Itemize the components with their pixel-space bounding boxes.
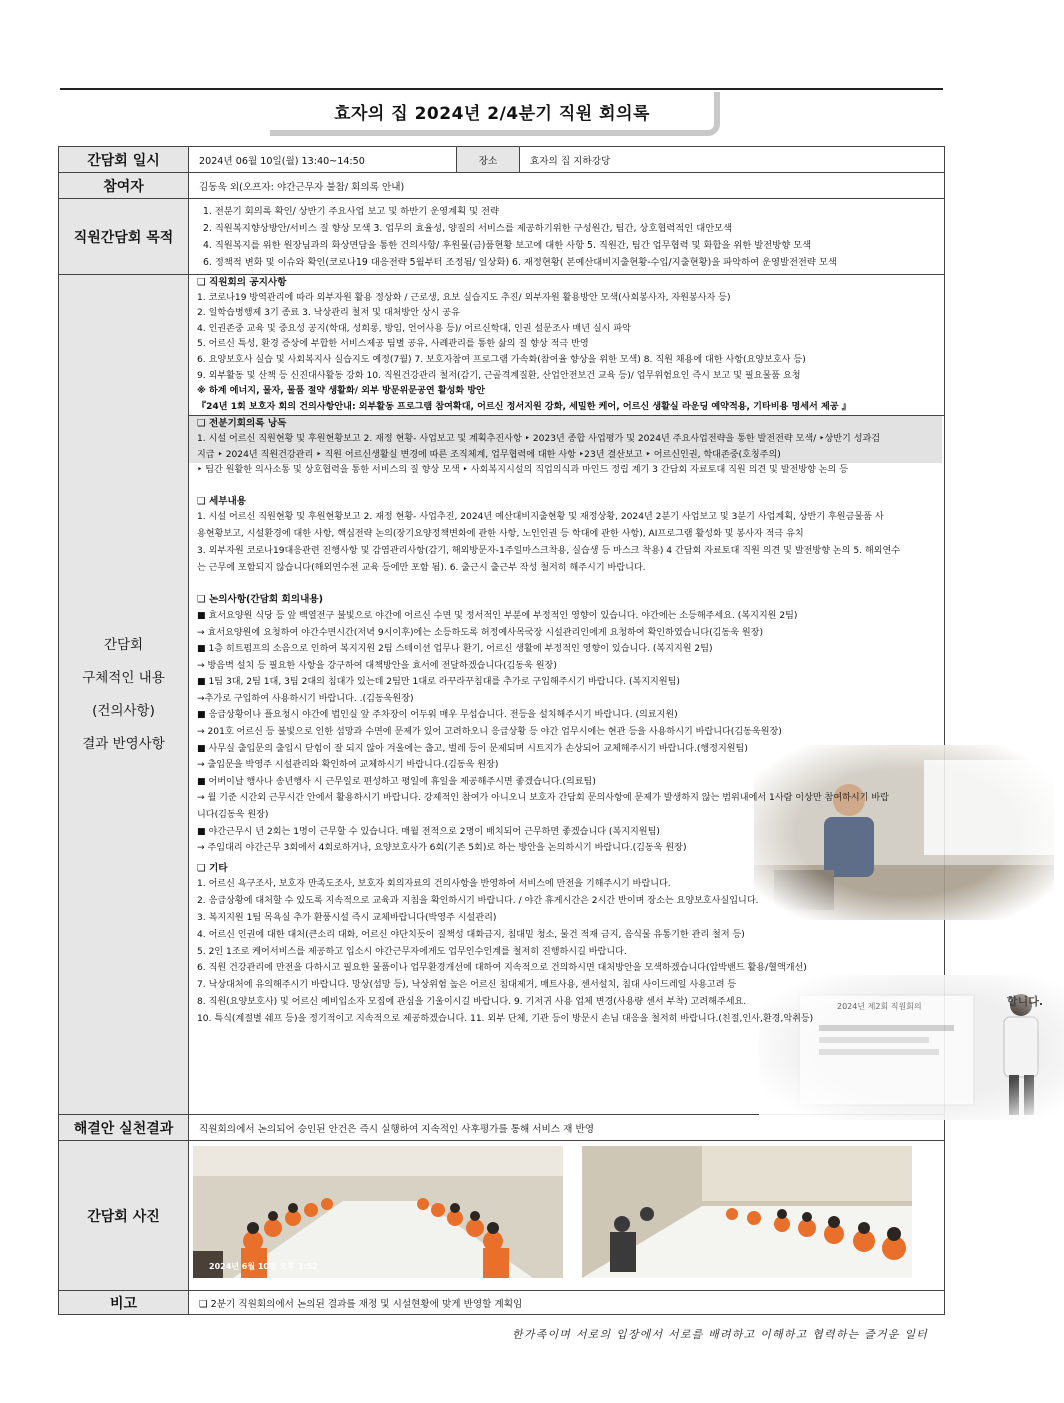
purpose-line: 2. 직원복지향상방안/서비스 질 향상 모색 3. 업무의 효율성, 양질의 서비스를 제공하기위한 구성원간, 팀간, 상호협력적인 대안모색 — [203, 222, 733, 234]
previous-line: 지급 ‣ 2024년 직원건강관리 ‣ 직원 어르신생활실 변경에 따른 조직체계, 업무협력에 대한 사항 ‣23년 결산보고 ‣ 어르신인권, 학대존중(호칭주의) — [197, 449, 781, 460]
contents-wrap — [189, 275, 1044, 1113]
purpose-label: 직원간담회 목적 — [59, 199, 189, 275]
previous-minutes-block — [189, 416, 942, 463]
place-label: 장소 — [457, 147, 520, 173]
photos-label: 간담회 사진 — [59, 1141, 189, 1291]
previous-heading: ❑ 전분기회의록 낭독 — [197, 418, 287, 430]
discussion-line: ■ 1층 히트펌프의 소음으로 인하여 복지지원 2팀 스테이션 업무나 환기, 어르신 생활에 부정적인 영향이 있습니다. (복지지원 2팀) — [197, 644, 713, 655]
details-line: 용현황보고, 시설환경에 대한 사항, 핵심전략 논의(장기요양정책변화에 관한 사항, 노인인권 등 학대에 관한 사항), AI프로그램 활성화 및 봉사자 적극 유치 — [197, 529, 804, 540]
etc-line: 2. 응급상황에 대처할 수 있도록 지속적으로 교육과 지침을 확인하시기 바랍니다. / 야간 휴게시간은 2시간 반이며 장소는 요양보호사실입니다. — [197, 896, 759, 907]
etc-line: 1. 어르신 욕구조사, 보호자 만족도조사, 보호자 회의자료의 건의사항을 반영하여 서비스에 만전을 기해주시기 바랍니다. — [197, 879, 671, 890]
notice-line: 9. 외부활동 및 산책 등 신진대사활동 강화 10. 직원건강관리 철저(감기, 근골격계질환, 산업안전보건 교육 등)/ 업무위험요인 즉시 보고 및 필요물품 요청 — [197, 370, 801, 381]
note-value: ❑ 2분기 직원회의에서 논의된 결과를 재정 및 시설현황에 맞게 반영할 계획임 — [189, 1291, 945, 1315]
purpose-line: 1. 전분기 회의록 확인/ 상반기 주요사업 보고 및 하반기 운영계획 및 전략 — [203, 205, 499, 217]
previous-line: ‣ 팀간 원활한 의사소통 및 상호협력을 통한 서비스의 질 향상 모색 ‣ 사회복지시설의 직업의식과 마인드 정립 계기 3 간담회 자료토대 직원 의견 및 발전방향 논의 등 — [197, 465, 848, 476]
etc-heading: ❑ 기타 — [197, 862, 228, 874]
notice-bold-line: 『24년 1회 보호자 회의 건의사항안내: 외부활동 프로그램 참여확대, 어르신 정서지원 강화, 세밀한 케어, 어르신 생활실 라운딩 예약적용, 기타비용 명세서 제공 』 — [189, 400, 944, 417]
row-contents — [59, 275, 945, 1115]
attendees-label: 참여자 — [59, 173, 189, 199]
discussion-line: → 효서요양원에 요청하여 야간수면시간(저녁 9시이후)에는 소등하도록 허정예사목국장 시설관리인에게 요청하여 확인하였습니다(김동욱 원장) — [197, 627, 764, 638]
contents-label-line: 결과 반영사항 — [82, 735, 165, 752]
discussion-line: 니다(김동욱 원장) — [197, 810, 269, 821]
title-box — [270, 92, 720, 136]
footer-motto: 한가족이며 서로의 입장에서 서로를 배려하고 이해하고 협력하는 즐거운 일터 — [512, 1328, 929, 1341]
slide-side-text: 합니다. — [1007, 995, 1044, 1008]
notice-bold-line: ※ 하계 에너지, 물자, 물품 절약 생활화/ 외부 방문위문공연 활성화 방안 — [197, 386, 485, 397]
discussion-line: ■ 효서요양원 식당 등 앞 백열전구 불빛으로 야간에 어르신 수면 및 정서적인 부분에 부정적인 영향이 있습니다. 야간에는 소등해주세요. (복지지원 2팀) — [197, 610, 798, 621]
notice-line: 2. 일학습병행제 3기 종료 3. 낙상관리 철저 및 대처방안 상시 공유 — [197, 308, 460, 319]
discussion-heading: ❑ 논의사항(간담회 회의내용) — [197, 594, 323, 606]
date-value: 2024년 06월 10일(월) 13:40~14:50 — [189, 147, 457, 173]
discussion-line: → 방음벽 설치 등 필요한 사항을 강구하여 대책방안을 효서에 전달하겠습니다(김동욱 원장) — [197, 660, 557, 671]
details-line: 는 근무에 포함되지 않습니다(해외연수전 교육 등에만 포함 됨). 6. 출근시 출근부 작성 철저히 해주시기 바랍니다. — [197, 563, 646, 574]
details-line: 1. 시설 어르신 직원현황 및 후원현황보고 2. 재정 현황- 사업추진, 2024년 예산대비지출현황 및 재정상황, 2024년 2분기 사업보고 및 3분기 사업계획, 상반기 후원금물품 사 — [197, 512, 884, 523]
etc-line: 10. 특식(계절별 쉐프 등)을 정기적이고 지속적으로 제공하겠습니다. 11. 외부 단체, 기관 등이 방문시 손님 대응을 철저히 바랍니다.(친절,인사,환경,악취등) — [197, 1013, 814, 1024]
notice-line: 5. 어르신 특성, 환경 증상에 부합한 서비스제공 팀별 공유, 사례관리를 통한 삶의 질 향상 적극 반영 — [197, 339, 589, 350]
notice-line: 4. 인권존중 교육 및 중요성 공지(학대, 성희롱, 방임, 언어사용 등)/ 어르신학대, 인권 설문조사 매년 실시 파악 — [197, 323, 631, 334]
details-line: 3. 외부자원 코로나19대응관련 진행사항 및 감염관리사항(감기, 해외방문자-1주일마스크착용, 실습생 등 마스크 착용) 4 간담회 자료토대 직원 의견 및 발전방향 논의 5. 해외연수 — [197, 546, 901, 557]
notice-line: 1. 코로나19 방역관리에 따라 외부자원 활용 정상화 / 근로생, 요보 실습지도 추진/ 외부자원 활용방안 모색(사회봉사자, 자원봉사자 등) — [197, 292, 731, 303]
contents-body — [189, 275, 1044, 1115]
purpose-list — [189, 199, 945, 275]
details-heading: ❑ 세부내용 — [197, 495, 247, 507]
row-date — [59, 147, 945, 173]
discussion-line: → 출입문을 박영주 시설관리와 확인하여 교체하시기 바랍니다.(김동욱 원장) — [197, 760, 499, 771]
discussion-line: → 주임대리 야간근무 3회에서 4회로하거나, 요양보호사가 6회(기존 5회)로 하는 방안을 논의하시기 바랍니다.(김동욱 원장) — [197, 843, 687, 854]
note-label: 비고 — [59, 1291, 189, 1315]
notices-heading: ❑ 직원회의 공지사항 — [197, 277, 287, 288]
date-label: 간담회 일시 — [59, 147, 189, 173]
purpose-line: 4. 직원복지를 위한 원장님과의 화상면담을 통한 건의사항/ 후원물(금)품현황 보고에 대한 사항 5. 직원간, 팀간 업무협력 및 화합을 위한 발전방향 모색 — [203, 239, 812, 251]
discussion-line: ■ 사무실 출입문의 출입시 닫힘이 잘 되지 않아 겨울에는 춥고, 벌레 등이 문제되며 시트지가 손상되어 교체해주시기 바랍니다.(행정지원팀) — [197, 743, 748, 754]
minutes-table — [58, 146, 1044, 1315]
etc-line: 7. 낙상대처에 유의해주시기 바랍니다. 망상(섬망 등), 낙상위험 높은 어르신 침대제거, 매트사용, 센서설치, 침대 사이드레일 사용고려 등 — [197, 980, 737, 991]
discussion-line: → 월 기준 시간외 근무시간 안에서 활용하시기 바랍니다. 강제적인 참여가 아니오니 보호자 간담회 문의사항에 문제가 발생하지 않는 범위내에서 1사람 이상만 참여하시기 바랍 — [197, 793, 889, 804]
etc-line: 3. 복지지원 1팀 목욕실 추가 환풍시설 즉시 교체바랍니다(박영주 시설관리) — [197, 913, 497, 923]
contents-label-line: 간담회 — [103, 636, 144, 653]
etc-line: 4. 어르신 인권에 대한 대처(큰소리 대화, 어르신 야단치듯이 질책성 대화금지, 침대밑 청소, 물건 적재 금지, 음식물 유통기한 관리 철저 등) — [197, 929, 745, 940]
etc-line: 5. 2인 1조로 케어서비스를 제공하고 입소시 야간근무자에게도 업무인수인계를 철저히 진행하시길 바랍니다. — [197, 946, 627, 957]
row-purpose — [59, 199, 945, 275]
row-attendees — [59, 173, 945, 199]
place-value: 효자의 집 지하강당 — [520, 147, 945, 173]
discussion-line: ■ 응급상황이나 플요청시 야간에 법인실 앞 주차장이 어두워 매우 무섭습니다. 전등을 설치해주시기 바랍니다. (의료지원) — [197, 710, 678, 721]
discussion-line: → 201호 어르신 등 불빛으로 인한 섬망과 수면에 문제가 있어 고려하오니 응급상황 등 야간 업무시에는 현관 등을 사용하시기 바랍니다(김동욱원장) — [197, 727, 782, 738]
discussion-line: →추가로 구입하여 사용하시기 바랍니다. .(김동욱원장) — [197, 693, 414, 704]
row-photos — [59, 1141, 945, 1291]
discussion-line: ■ 야간근무시 년 2회는 1명이 근무할 수 있습니다. 매월 전적으로 2명이 배치되어 근무하면 좋겠습니다 (복지지원팀) — [197, 826, 660, 837]
slide-title: 2024년 제2회 직원회의 — [837, 1002, 922, 1011]
row-note — [59, 1291, 945, 1315]
meeting-photo-right — [582, 1146, 912, 1278]
contents-label — [59, 275, 189, 1115]
meeting-photo-left — [193, 1146, 563, 1278]
attendees-value: 김동욱 외(오프자: 야간근무자 불참/ 회의록 안내) — [189, 173, 945, 199]
result-value: 직원회의에서 논의되어 승인된 안건은 즉시 실행하여 지속적인 사후평가를 통해 서비스 재 반영 — [189, 1115, 945, 1141]
page-title: 효자의 집 2024년 2/4분기 직원 회의록 — [334, 103, 650, 124]
notice-line: 6. 요양보호사 실습 및 사회복지사 실습지도 예정(7월) 7. 보호자참여 프로그램 가속화(참여율 향상을 위한 모색) 8. 직원 채용에 대한 사항(요양보호사 등) — [197, 354, 806, 365]
discussion-line: ■ 어버이날 행사나 송년행사 시 근무일로 편성하고 평일에 휴일을 제공해주시면 좋겠습니다.(의료팀) — [197, 776, 596, 787]
result-label: 해결안 실천결과 — [59, 1115, 189, 1141]
purpose-line: 6. 정책적 변화 및 이슈와 확인(코로나19 대응전략 5월부터 조정됨/ 일상화) 6. 재정현황( 본예산대비지출현황-수입/지출현황)을 파악하여 운영발전전략 모색 — [203, 256, 837, 268]
photos-cell — [189, 1141, 945, 1291]
top-rule — [60, 88, 943, 90]
photo-timestamp: 2024년 6월 10일 오후 1:52 — [209, 1261, 318, 1271]
discussion-line: ■ 1팀 3대, 2팀 1대, 3팀 2대의 침대가 있는데 2팀만 1대로 라꾸라꾸침대를 추가로 구입해주시기 바랍니다. (복지지원팀) — [197, 677, 680, 688]
contents-label-line: 구체적인 내용 — [82, 669, 165, 686]
contents-label-line: (건의사항) — [92, 702, 155, 719]
previous-line: 1. 시설 어르신 직원현황 및 후원현황보고 2. 재정 현황- 사업보고 및 계획추진사항 ‣ 2023년 종합 사업평가 및 2024년 주요사업전략을 통한 발전전략 모색/ ‣상반기 성과검 — [197, 433, 881, 444]
etc-line: 8. 직원(요양보호사) 및 어르신 예비입소자 모집에 관심을 기울이시길 바랍니다. 9. 기저귀 사용 업체 변경(사용량 센서 부착) 고려해주세요. — [197, 996, 747, 1007]
etc-line: 6. 직원 건강관리에 만전을 다하시고 필요한 물품이나 업무환경개선에 대하여 지속적으로 건의하시면 대처방안을 모색하겠습니다(압박밴드 활용/혈액개선) — [197, 963, 807, 974]
